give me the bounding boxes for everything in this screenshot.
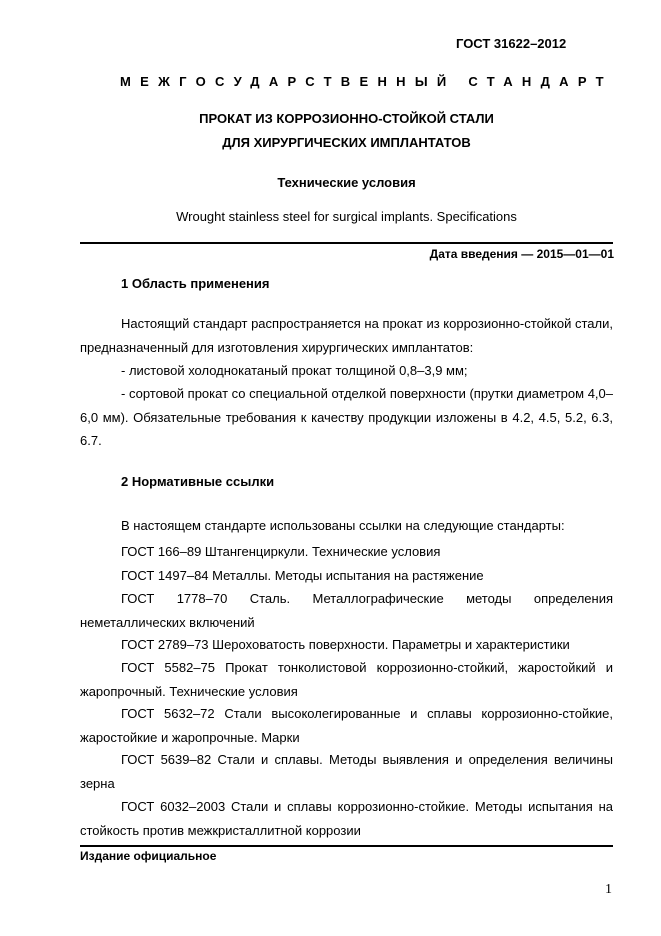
reference-item: ГОСТ 6032–2003 Стали и сплавы коррозионно-стойкие. Методы испытания на стойкость против межкристаллитной коррозии: [80, 799, 613, 838]
reference-item: ГОСТ 1497–84 Металлы. Методы испытания на растяжение: [121, 568, 484, 583]
official-edition-label: Издание официальное: [80, 849, 217, 863]
reference-item: ГОСТ 1778–70 Сталь. Металлографические методы определения неметаллических включений: [80, 591, 613, 630]
scope-list-item: - листовой холоднокатаный прокат толщиной 0,8–3,9 мм;: [121, 363, 468, 378]
document-title-line-2: ДЛЯ ХИРУРГИЧЕСКИХ ИМПЛАНТАТОВ: [222, 135, 471, 150]
reference-item: ГОСТ 5632–72 Стали высоколегированные и сплавы коррозионно-стойкие, жаростойкие и жаропрочные. Марки: [80, 706, 613, 745]
reference-item: ГОСТ 166–89 Штангенциркули. Технические условия: [121, 544, 441, 559]
document-subtitle: Технические условия: [277, 175, 416, 190]
bottom-divider: [80, 845, 613, 847]
introduction-date: Дата введения — 2015—01—01: [429, 247, 614, 261]
section-2-heading: 2 Нормативные ссылки: [121, 474, 275, 489]
document-title-line-1: ПРОКАТ ИЗ КОРРОЗИОННО-СТОЙКОЙ СТАЛИ: [199, 111, 494, 126]
top-divider: [80, 242, 613, 244]
interstate-standard-label: МЕЖГОСУДАРСТВЕННЫЙ СТАНДАРТ: [120, 74, 613, 89]
section-1-heading: 1 Область применения: [121, 276, 270, 291]
english-title: Wrought stainless steel for surgical implants. Specifications: [176, 209, 517, 224]
page-number: 1: [605, 882, 612, 897]
scope-list-item: - сортовой прокат со специальной отделкой поверхности (прутки диаметром 4,0–6,0 мм). Обязательные требования к качеству продукции изложены в 4.2, 4.5, 5.2, 6.3, 6.7.: [80, 386, 613, 448]
scope-paragraph: Настоящий стандарт распространяется на прокат из коррозионно-стойкой стали, предназначенный для изготовления хирургических имплантатов:: [80, 316, 613, 355]
references-intro: В настоящем стандарте использованы ссылки на следующие стандарты:: [121, 518, 565, 533]
reference-item: ГОСТ 5639–82 Стали и сплавы. Методы выявления и определения величины зерна: [80, 752, 613, 791]
reference-item: ГОСТ 5582–75 Прокат тонколистовой коррозионно-стойкий, жаростойкий и жаропрочный. Технические условия: [80, 660, 613, 699]
reference-item: ГОСТ 2789–73 Шероховатость поверхности. Параметры и характеристики: [121, 637, 570, 652]
standard-code: ГОСТ 31622–2012: [456, 36, 567, 51]
